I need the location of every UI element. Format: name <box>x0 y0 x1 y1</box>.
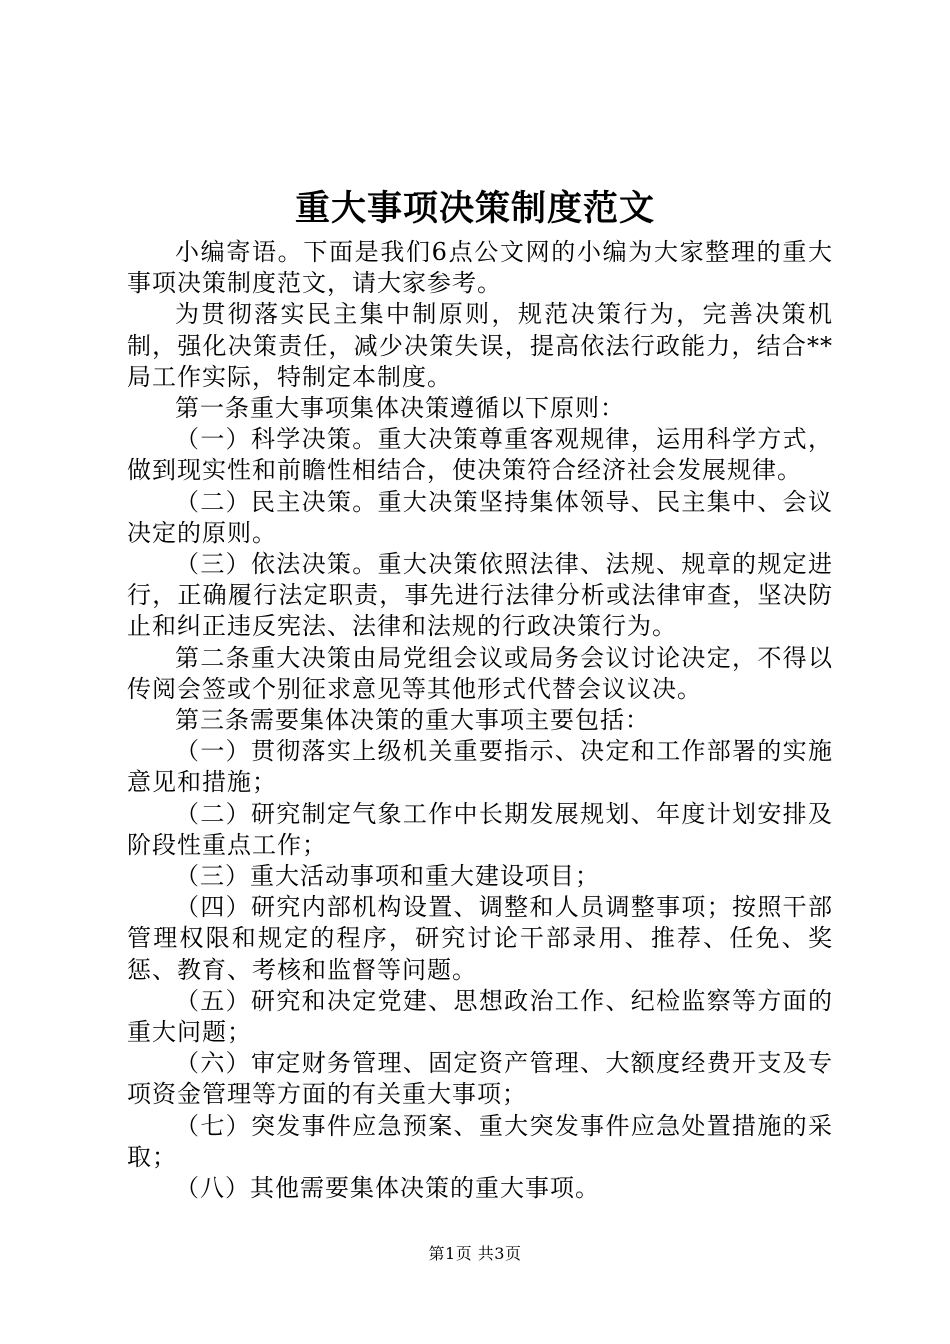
paragraph-article-1: 第一条重大事项集体决策遵循以下原则： <box>175 394 625 423</box>
paragraph-article-1-item-1: （一）科学决策。重大决策尊重客观规律，运用科学方式，做到现实性和前瞻性相结合，使决策符合经济社会发展规律。 <box>127 425 833 485</box>
paragraph-article-1-item-2: （二）民主决策。重大决策坚持集体领导、民主集中、会议决定的原则。 <box>127 487 833 547</box>
paragraph-article-3-item-8: （八）其他需要集体决策的重大事项。 <box>175 1174 600 1203</box>
page-footer: 第1页 共3页 <box>428 1244 522 1263</box>
paragraph-article-3-item-6: （六）审定财务管理、固定资产管理、大额度经费开支及专项资金管理等方面的有关重大事项； <box>127 1049 833 1109</box>
paragraph-article-3-item-5: （五）研究和决定党建、思想政治工作、纪检监察等方面的重大问题； <box>127 986 833 1047</box>
paragraph-article-3-item-4: （四）研究内部机构设置、调整和人员调整事项；按照干部管理权限和规定的程序，研究讨论干部录用、推荐、任免、奖惩、教育、考核和监督等问题。 <box>127 893 833 984</box>
paragraph-article-3: 第三条需要集体决策的重大事项主要包括： <box>175 706 650 735</box>
document-title: 重大事项决策制度范文 <box>294 188 655 229</box>
document-body <box>127 237 833 1204</box>
paragraph-article-3-item-1: （一）贯彻落实上级机关重要指示、决定和工作部署的实施意见和措施； <box>127 737 833 797</box>
paragraph-article-1-item-3: （三）依法决策。重大决策依照法律、法规、规章的规定进行，正确履行法定职责，事先进行法律分析或法律审查，坚决防止和纠正违反宪法、法律和法规的行政决策行为。 <box>127 550 833 641</box>
paragraph-article-2: 第二条重大决策由局党组会议或局务会议讨论决定，不得以传阅会签或个别征求意见等其他形式代替会议议决。 <box>127 643 833 703</box>
paragraph-intro: 小编寄语。下面是我们6点公文网的小编为大家整理的重大事项决策制度范文，请大家参考。 <box>127 238 833 298</box>
paragraph-article-3-item-2: （二）研究制定气象工作中长期发展规划、年度计划安排及阶段性重点工作； <box>127 799 833 859</box>
paragraph-purpose: 为贯彻落实民主集中制原则，规范决策行为，完善决策机制，强化决策责任，减少决策失误，提高依法行政能力，结合**局工作实际，特制定本制度。 <box>127 300 833 391</box>
paragraph-article-3-item-7: （七）突发事件应急预案、重大突发事件应急处置措施的采取； <box>127 1111 833 1171</box>
paragraph-article-3-item-3: （三）重大活动事项和重大建设项目； <box>175 862 600 891</box>
